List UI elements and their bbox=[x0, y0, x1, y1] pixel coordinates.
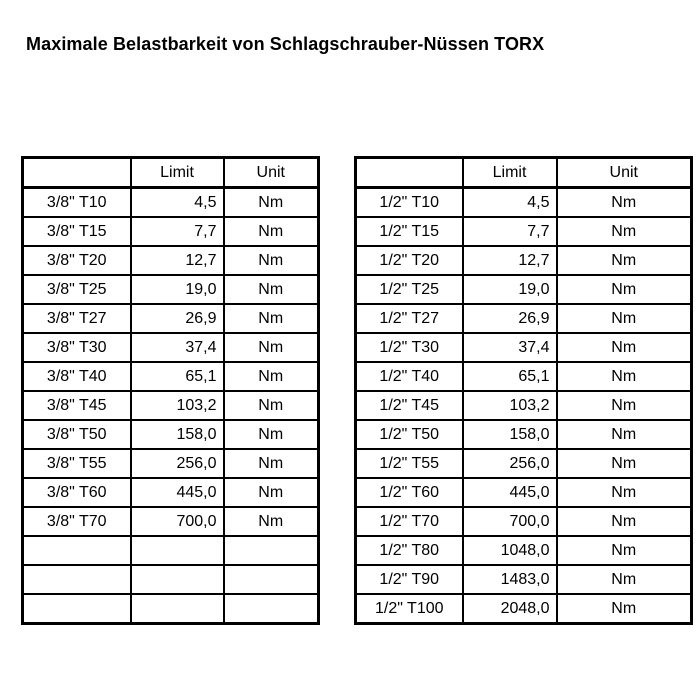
limit-cell bbox=[131, 536, 224, 565]
limit-cell: 7,7 bbox=[131, 217, 224, 246]
unit-cell: Nm bbox=[224, 478, 319, 507]
limit-cell: 445,0 bbox=[463, 478, 557, 507]
unit-cell: Nm bbox=[224, 362, 319, 391]
header-limit-cell: Limit bbox=[131, 158, 224, 188]
table-row bbox=[23, 449, 319, 478]
unit-cell: Nm bbox=[557, 304, 692, 333]
size-cell: 1/2" T27 bbox=[356, 304, 463, 333]
limit-cell: 26,9 bbox=[463, 304, 557, 333]
size-cell: 3/8" T15 bbox=[23, 217, 131, 246]
table-row bbox=[356, 478, 692, 507]
unit-cell: Nm bbox=[557, 217, 692, 246]
table-row bbox=[356, 565, 692, 594]
table-header-row bbox=[356, 158, 692, 188]
size-cell: 1/2" T80 bbox=[356, 536, 463, 565]
table-row bbox=[23, 304, 319, 333]
unit-cell bbox=[224, 536, 319, 565]
table-row bbox=[356, 536, 692, 565]
unit-cell bbox=[224, 565, 319, 594]
limit-cell: 256,0 bbox=[131, 449, 224, 478]
limit-cell: 2048,0 bbox=[463, 594, 557, 624]
unit-cell: Nm bbox=[224, 304, 319, 333]
table-row bbox=[23, 362, 319, 391]
limit-cell: 65,1 bbox=[463, 362, 557, 391]
size-cell: 3/8" T45 bbox=[23, 391, 131, 420]
unit-cell: Nm bbox=[557, 246, 692, 275]
table-row bbox=[23, 188, 319, 218]
size-cell: 1/2" T55 bbox=[356, 449, 463, 478]
size-cell: 1/2" T100 bbox=[356, 594, 463, 624]
unit-cell: Nm bbox=[557, 391, 692, 420]
unit-cell: Nm bbox=[557, 594, 692, 624]
limit-cell: 256,0 bbox=[463, 449, 557, 478]
limit-cell: 1483,0 bbox=[463, 565, 557, 594]
size-cell: 3/8" T70 bbox=[23, 507, 131, 536]
size-cell: 1/2" T90 bbox=[356, 565, 463, 594]
table-row bbox=[23, 420, 319, 449]
unit-cell: Nm bbox=[224, 333, 319, 362]
size-cell: 1/2" T15 bbox=[356, 217, 463, 246]
unit-cell: Nm bbox=[557, 333, 692, 362]
table-row bbox=[356, 246, 692, 275]
size-cell bbox=[23, 536, 131, 565]
limit-cell: 37,4 bbox=[463, 333, 557, 362]
size-cell: 3/8" T60 bbox=[23, 478, 131, 507]
size-cell: 3/8" T27 bbox=[23, 304, 131, 333]
limit-cell: 65,1 bbox=[131, 362, 224, 391]
header-limit-cell: Limit bbox=[463, 158, 557, 188]
limit-cell: 26,9 bbox=[131, 304, 224, 333]
header-unit-cell: Unit bbox=[557, 158, 692, 188]
table-row bbox=[23, 536, 319, 565]
limit-cell: 158,0 bbox=[131, 420, 224, 449]
size-cell: 1/2" T70 bbox=[356, 507, 463, 536]
unit-cell: Nm bbox=[557, 565, 692, 594]
torque-table-3-8 bbox=[21, 156, 320, 625]
table-row bbox=[356, 217, 692, 246]
unit-cell: Nm bbox=[224, 246, 319, 275]
size-cell: 3/8" T20 bbox=[23, 246, 131, 275]
limit-cell: 445,0 bbox=[131, 478, 224, 507]
torque-table-1-2 bbox=[354, 156, 693, 625]
unit-cell bbox=[224, 594, 319, 624]
header-size-cell bbox=[23, 158, 131, 188]
unit-cell: Nm bbox=[557, 536, 692, 565]
limit-cell: 4,5 bbox=[463, 188, 557, 218]
table-row bbox=[356, 333, 692, 362]
limit-cell: 12,7 bbox=[463, 246, 557, 275]
size-cell: 1/2" T45 bbox=[356, 391, 463, 420]
table-row bbox=[356, 304, 692, 333]
size-cell: 3/8" T25 bbox=[23, 275, 131, 304]
table-row bbox=[23, 391, 319, 420]
table-row bbox=[23, 275, 319, 304]
size-cell: 3/8" T40 bbox=[23, 362, 131, 391]
header-size-cell bbox=[356, 158, 463, 188]
limit-cell: 19,0 bbox=[463, 275, 557, 304]
table-row bbox=[356, 391, 692, 420]
limit-cell: 103,2 bbox=[131, 391, 224, 420]
limit-cell: 700,0 bbox=[131, 507, 224, 536]
size-cell: 3/8" T55 bbox=[23, 449, 131, 478]
unit-cell: Nm bbox=[557, 449, 692, 478]
table-row bbox=[23, 478, 319, 507]
table-row bbox=[23, 333, 319, 362]
table-row bbox=[23, 594, 319, 624]
limit-cell bbox=[131, 565, 224, 594]
unit-cell: Nm bbox=[224, 275, 319, 304]
unit-cell: Nm bbox=[557, 507, 692, 536]
table-row bbox=[356, 507, 692, 536]
unit-cell: Nm bbox=[224, 420, 319, 449]
unit-cell: Nm bbox=[224, 188, 319, 218]
unit-cell: Nm bbox=[557, 362, 692, 391]
limit-cell: 7,7 bbox=[463, 217, 557, 246]
table-row bbox=[356, 275, 692, 304]
table-row bbox=[23, 217, 319, 246]
limit-cell: 700,0 bbox=[463, 507, 557, 536]
size-cell: 3/8" T10 bbox=[23, 188, 131, 218]
table-header-row bbox=[23, 158, 319, 188]
limit-cell: 103,2 bbox=[463, 391, 557, 420]
page-title: Maximale Belastbarkeit von Schlagschrauber-Nüssen TORX bbox=[26, 34, 545, 54]
limit-cell: 4,5 bbox=[131, 188, 224, 218]
limit-cell bbox=[131, 594, 224, 624]
table-row bbox=[23, 507, 319, 536]
size-cell: 1/2" T20 bbox=[356, 246, 463, 275]
table-row bbox=[356, 362, 692, 391]
size-cell: 3/8" T30 bbox=[23, 333, 131, 362]
unit-cell: Nm bbox=[224, 217, 319, 246]
limit-cell: 19,0 bbox=[131, 275, 224, 304]
size-cell: 1/2" T30 bbox=[356, 333, 463, 362]
size-cell: 3/8" T50 bbox=[23, 420, 131, 449]
table-row bbox=[23, 565, 319, 594]
size-cell bbox=[23, 594, 131, 624]
unit-cell: Nm bbox=[224, 449, 319, 478]
limit-cell: 37,4 bbox=[131, 333, 224, 362]
unit-cell: Nm bbox=[224, 391, 319, 420]
size-cell bbox=[23, 565, 131, 594]
unit-cell: Nm bbox=[557, 478, 692, 507]
size-cell: 1/2" T10 bbox=[356, 188, 463, 218]
limit-cell: 12,7 bbox=[131, 246, 224, 275]
limit-cell: 158,0 bbox=[463, 420, 557, 449]
size-cell: 1/2" T50 bbox=[356, 420, 463, 449]
size-cell: 1/2" T40 bbox=[356, 362, 463, 391]
unit-cell: Nm bbox=[557, 275, 692, 304]
table-row bbox=[356, 188, 692, 218]
header-unit-cell: Unit bbox=[224, 158, 319, 188]
unit-cell: Nm bbox=[557, 420, 692, 449]
table-row bbox=[356, 420, 692, 449]
limit-cell: 1048,0 bbox=[463, 536, 557, 565]
size-cell: 1/2" T25 bbox=[356, 275, 463, 304]
table-row bbox=[356, 594, 692, 624]
unit-cell: Nm bbox=[557, 188, 692, 218]
unit-cell: Nm bbox=[224, 507, 319, 536]
size-cell: 1/2" T60 bbox=[356, 478, 463, 507]
table-row bbox=[356, 449, 692, 478]
table-row bbox=[23, 246, 319, 275]
